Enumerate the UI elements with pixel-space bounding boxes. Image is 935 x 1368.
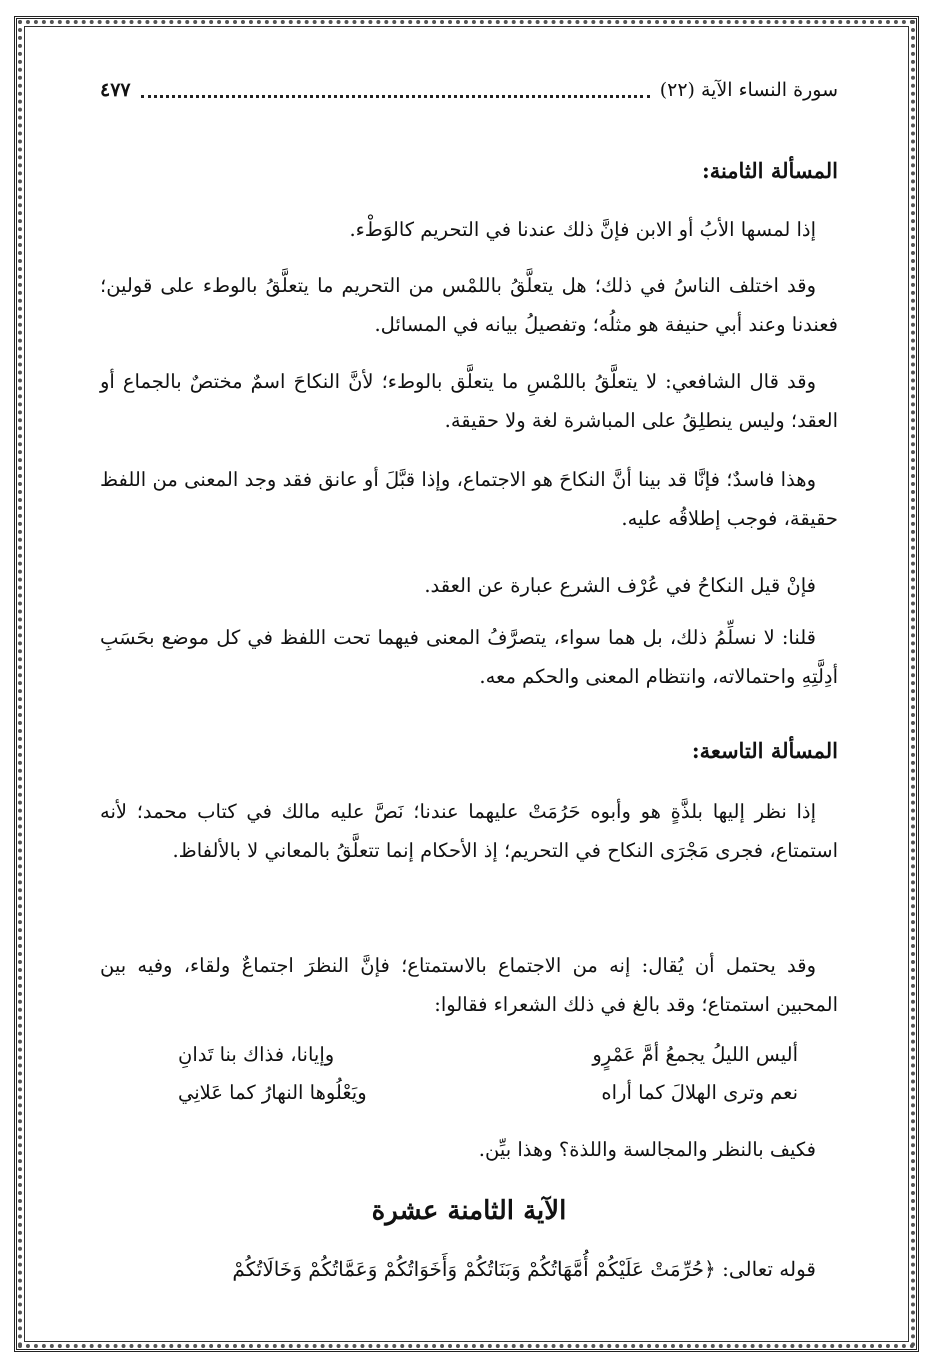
section-9-paragraph-3: فكيف بالنظر والمجالسة واللذة؟ وهذا بيِّن. — [478, 1138, 816, 1161]
section-9-paragraph-2: وقد يحتمل أن يُقال: إنه من الاجتماع بالاستمتاع؛ فإنَّ النظرَ اجتماعٌ ولقاء، وفيه بين المحبين استمتاع؛ وقد بالغ في ذلك الشعراء فقالوا: — [100, 954, 838, 1016]
section-8-paragraph-4: وهذا فاسدٌ؛ فإنَّا قد بينا أنَّ النكاحَ هو الاجتماع، وإذا قبَّلَ أو عانق فقد وجد المعنى من اللفظ حقيقة، فوجب إطلاقُه عليه. — [100, 468, 838, 530]
poem-verse-2-first-hemistich: نعم وترى الهلالَ كما أراه — [601, 1081, 798, 1104]
section-8-paragraph-3: وقد قال الشافعي: لا يتعلَّقُ باللمْسِ ما يتعلَّق بالوطء؛ لأنَّ النكاحَ اسمٌ مختصٌ بالجماع أو العقد؛ وليس ينطلِقُ على المباشرة لغة ولا حقيقة. — [100, 370, 838, 432]
poem-verse-1-second-hemistich: وإيانا، فذاك بنا تَدانِ — [178, 1043, 335, 1066]
poem — [178, 1036, 798, 1112]
poem-verse-2 — [178, 1074, 798, 1112]
poem-verse-1-first-hemistich: أليس الليلُ يجمعُ أمَّ عَمْرٍو — [592, 1043, 798, 1066]
page-number: ٤٧٧ — [100, 79, 131, 101]
section-8-paragraph-1: إذا لمسها الأبُ أو الابن فإنَّ ذلك عندنا في التحريم كالوَطْء. — [349, 218, 816, 241]
section-9-title: المسألة التاسعة: — [691, 738, 838, 763]
book-page — [100, 70, 838, 1310]
section-8-paragraph-2: وقد اختلف الناسُ في ذلك؛ هل يتعلَّقُ باللمْس من التحريم ما يتعلَّقُ بالوطء على قولين؛ فعندنا وعند أبي حنيفة هو مثلُه؛ وتفصيلُ بيانه في المسائل. — [100, 274, 838, 336]
verse-18-heading: الآية الثامنة عشرة — [371, 1196, 567, 1226]
page-header — [100, 70, 838, 110]
section-8-paragraph-6: قلنا: لا نسلِّمُ ذلك، بل هما سواء، يتصرَّفُ المعنى فيهما تحت اللفظ في كل موضع بحَسَبِ أدِلَّتِهِ واحتمالاته، وانتظام المعنى والحكم معه. — [100, 626, 838, 688]
poem-verse-1 — [178, 1036, 798, 1074]
section-9-paragraph-1: إذا نظر إليها بلذَّةٍ هو وأبوه حَرُمَتْ عليهما عندنا؛ نَصَّ عليه مالك في كتاب محمد؛ لأنه استمتاع، فجرى مَجْرَى النكاح في التحريم؛ إذ الأحكام إنما تتعلَّقُ بالمعاني لا بالألفاظ. — [100, 800, 838, 862]
verse-18-paragraph-1: قوله تعالى: ﴿حُرِّمَتْ عَلَيْكُمْ أُمَّهَاتُكُمْ وَبَنَاتُكُمْ وَأَخَوَاتُكُمْ وَعَمَّاتُكُمْ وَخَالَاتُكُمْ — [232, 1257, 816, 1281]
section-8-paragraph-5: فإنْ قيل النكاحُ في عُرْف الشرع عبارة عن العقد. — [424, 574, 816, 597]
poem-verse-2-second-hemistich: ويَعْلُوها النهارُ كما عَلانِي — [178, 1081, 367, 1104]
running-title: سورة النساء الآية (٢٢) — [659, 79, 838, 101]
dotted-leader — [141, 83, 650, 98]
section-8-title: المسألة الثامنة: — [701, 158, 838, 183]
